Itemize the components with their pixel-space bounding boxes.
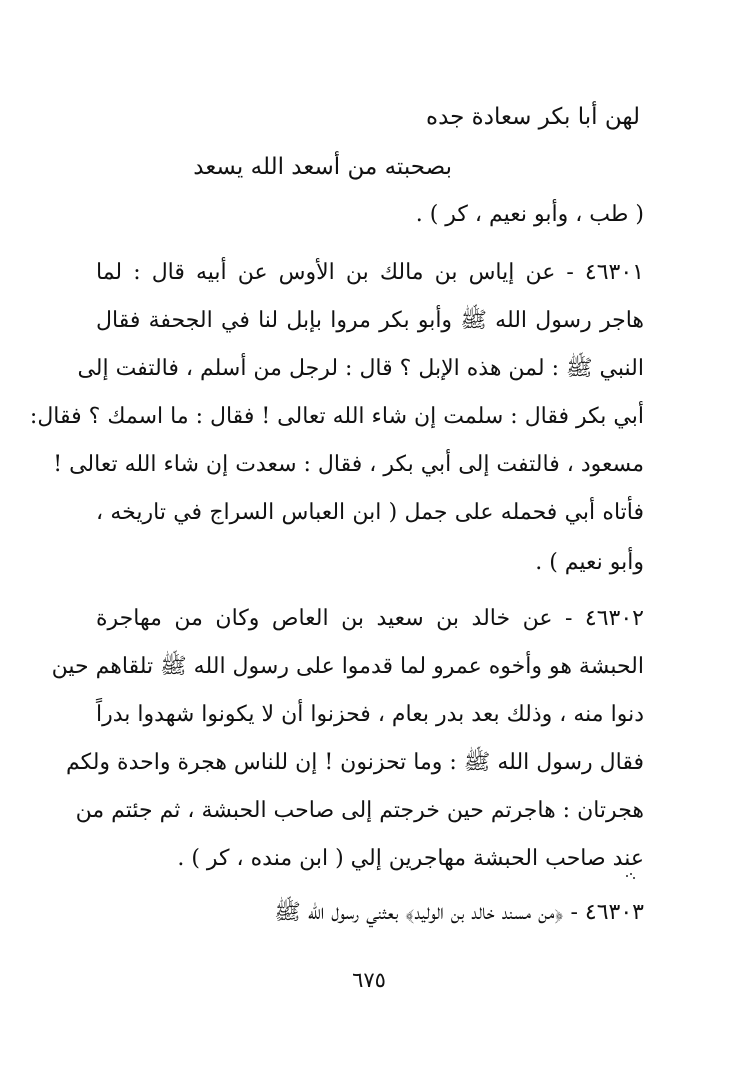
hadith-46302-line-4: فقال رسول الله ﷺ : وما تحزنون ! إن للناس هجرة واحدة ولكم (65, 750, 644, 775)
verse-line-1: لهن أبا بكر سعادة جده (426, 104, 640, 130)
hadith-46301-line-6: فأتاه أبي فحمله على جمل ( ابن العباس السراج في تاريخه ، (96, 500, 644, 525)
page-number: ٦٧٥ (352, 968, 386, 992)
hadith-46301-line-7: وأبو نعيم ) . (535, 550, 644, 575)
verse-source: ( طب ، وأبو نعيم ، كر ) . (415, 202, 644, 227)
hadith-46301-line-3: النبي ﷺ : لمن هذه الإبل ؟ قال : لرجل من أسلم ، فالتفت إلى (77, 356, 644, 381)
hadith-46301-line-4: أبي بكر فقال : سلمت إن شاء الله تعالى ! فقال : ما اسمك ؟ فقال: (29, 404, 644, 429)
hadith-46303-line-1: ٤٦٣٠٣ - ﴿من مسند خالد بن الوليد﴾ بعثني رسول الله ﷺ (274, 900, 644, 925)
hadith-46301-line-2: هاجر رسول الله ﷺ وأبو بكر مروا بإبل لنا في الجحفة فقال (96, 308, 644, 333)
hadith-46302-line-6: عند صاحب الحبشة مهاجرين إلي ( ابن منده ، كر ) . (177, 846, 644, 871)
hadith-46302-line-1: ٤٦٣٠٢ - عن خالد بن سعيد بن العاص وكان من مهاجرة (96, 606, 644, 631)
verse-line-2: بصحبته من أسعد الله يسعد (193, 154, 452, 180)
hadith-46302-line-5: هجرتان : هاجرتم حين خرجتم إلى صاحب الحبشة ، ثم جئتم من (75, 798, 644, 823)
ink-speck-mark (624, 872, 636, 884)
hadith-46301-line-1: ٤٦٣٠١ - عن إياس بن مالك بن الأوس عن أبيه قال : لما (96, 260, 644, 285)
hadith-46302-line-3: دنوا منه ، وذلك بعد بدر بعام ، فحزنوا أن لا يكونوا شهدوا بدراً (96, 702, 644, 727)
hadith-46302-line-2: الحبشة هو وأخوه عمرو لما قدموا على رسول الله ﷺ تلقاهم حين (51, 654, 644, 679)
hadith-46301-line-5: مسعود ، فالتفت إلى أبي بكر ، فقال : سعدت إن شاء الله تعالى ! (53, 452, 644, 477)
